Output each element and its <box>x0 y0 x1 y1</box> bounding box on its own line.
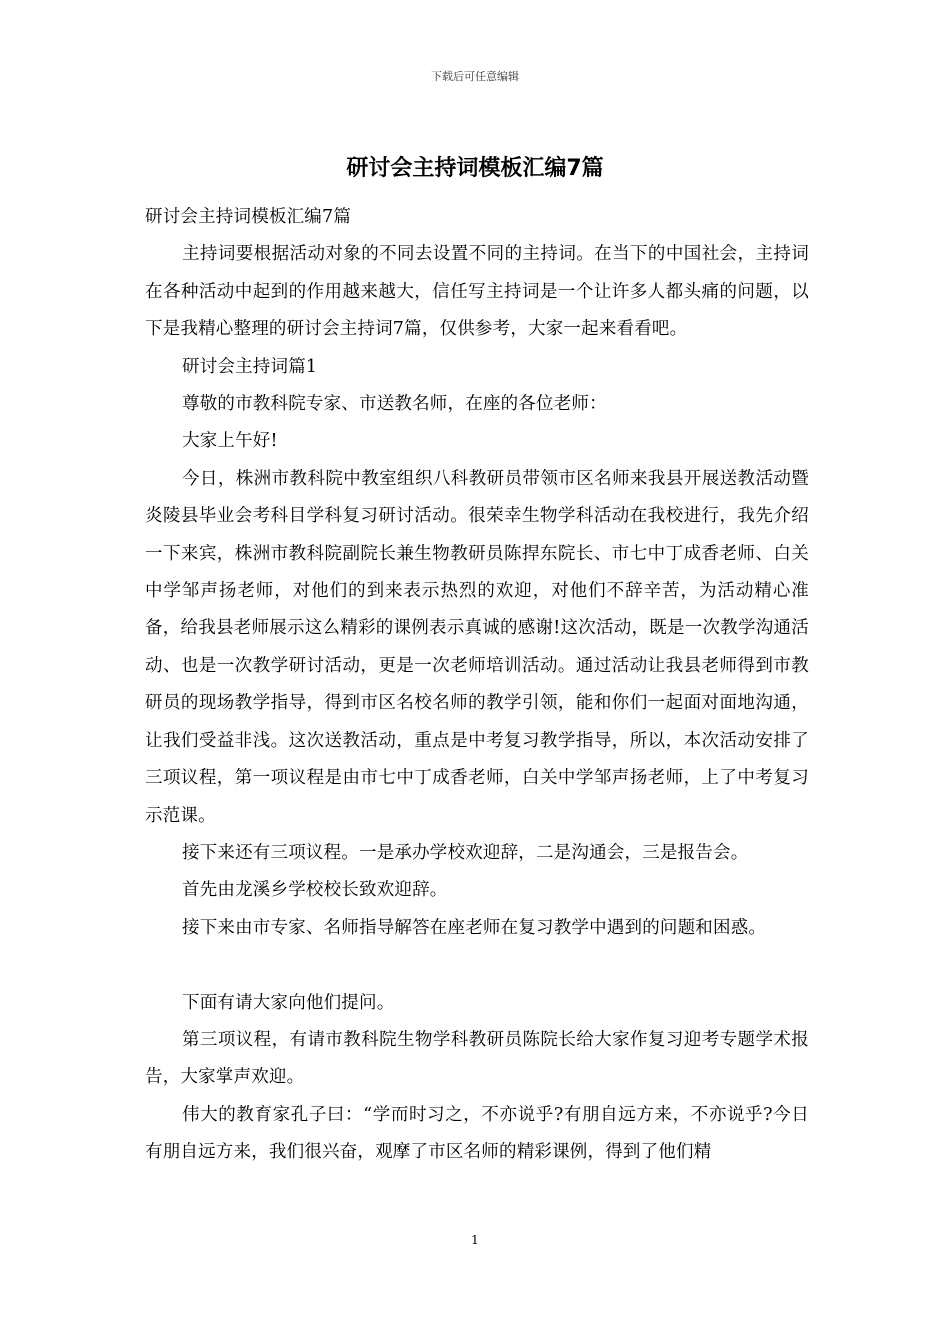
salutation: 尊敬的市教科院专家、市送教名师，在座的各位老师： <box>182 394 607 415</box>
document-body <box>145 199 809 1172</box>
body-paragraph: 下面有请大家向他们提问。 <box>182 992 395 1013</box>
document-title: 研讨会主持词模板汇编7篇 <box>346 156 604 181</box>
header-note: 下载后可任意编辑 <box>431 70 519 83</box>
subtitle-line: 研讨会主持词模板汇编7篇 <box>145 207 352 227</box>
body-paragraph: 第三项议程，有请市教科院生物学科教研员陈院长给大家作复习迎考专题学术报告，大家掌声欢迎。 <box>145 1029 809 1088</box>
body-paragraph: 首先由龙溪乡学校校长致欢迎辞。 <box>182 880 448 901</box>
section-heading: 研讨会主持词篇1 <box>182 356 318 377</box>
intro-paragraph: 主持词要根据活动对象的不同去设置不同的主持词。在当下的中国社会，主持词在各种活动中起到的作用越来越大，信任写主持词是一个让许多人都头痛的问题，以下是我精心整理的研讨会主持词7篇，仅供参考，大家一起来看看吧。 <box>145 244 809 340</box>
body-paragraph: 接下来由市专家、名师指导解答在座老师在复习教学中遇到的问题和困惑。 <box>182 917 767 938</box>
body-paragraph: 伟大的教育家孔子曰：“学而时习之，不亦说乎?有朋自远方来，不亦说乎?今日有朋自远方来，我们很兴奋，观摩了市区名师的精彩课例，得到了他们精 <box>145 1104 809 1163</box>
body-paragraph: 今日，株洲市教科院中教室组织八科教研员带领市区名师来我县开展送教活动暨炎陵县毕业会考科目学科复习研讨活动。很荣幸生物学科活动在我校进行，我先介绍一下来宾，株洲市教科院副院长兼生物教研员陈捍东院长、市七中丁成香老师、白关中学邹声扬老师，对他们的到来表示热烈的欢迎，对他们不辞辛苦，为活动精心准备，给我县老师展示这么精彩的课例表示真诚的感谢!这次活动，既是一次教学沟通活动、也是一次教学研讨活动，更是一次老师培训活动。通过活动让我县老师得到市教研员的现场教学指导，得到市区名校名师的教学引领，能和你们一起面对面地沟通，让我们受益非浅。这次送教活动，重点是中考复习教学指导，所以，本次活动安排了三项议程，第一项议程是由市七中丁成香老师，白关中学邹声扬老师，上了中考复习示范课。 <box>145 468 809 826</box>
greeting: 大家上午好! <box>182 431 278 452</box>
body-paragraph: 接下来还有三项议程。一是承办学校欢迎辞，二是沟通会，三是报告会。 <box>182 842 749 863</box>
page-number: 1 <box>471 1233 479 1247</box>
